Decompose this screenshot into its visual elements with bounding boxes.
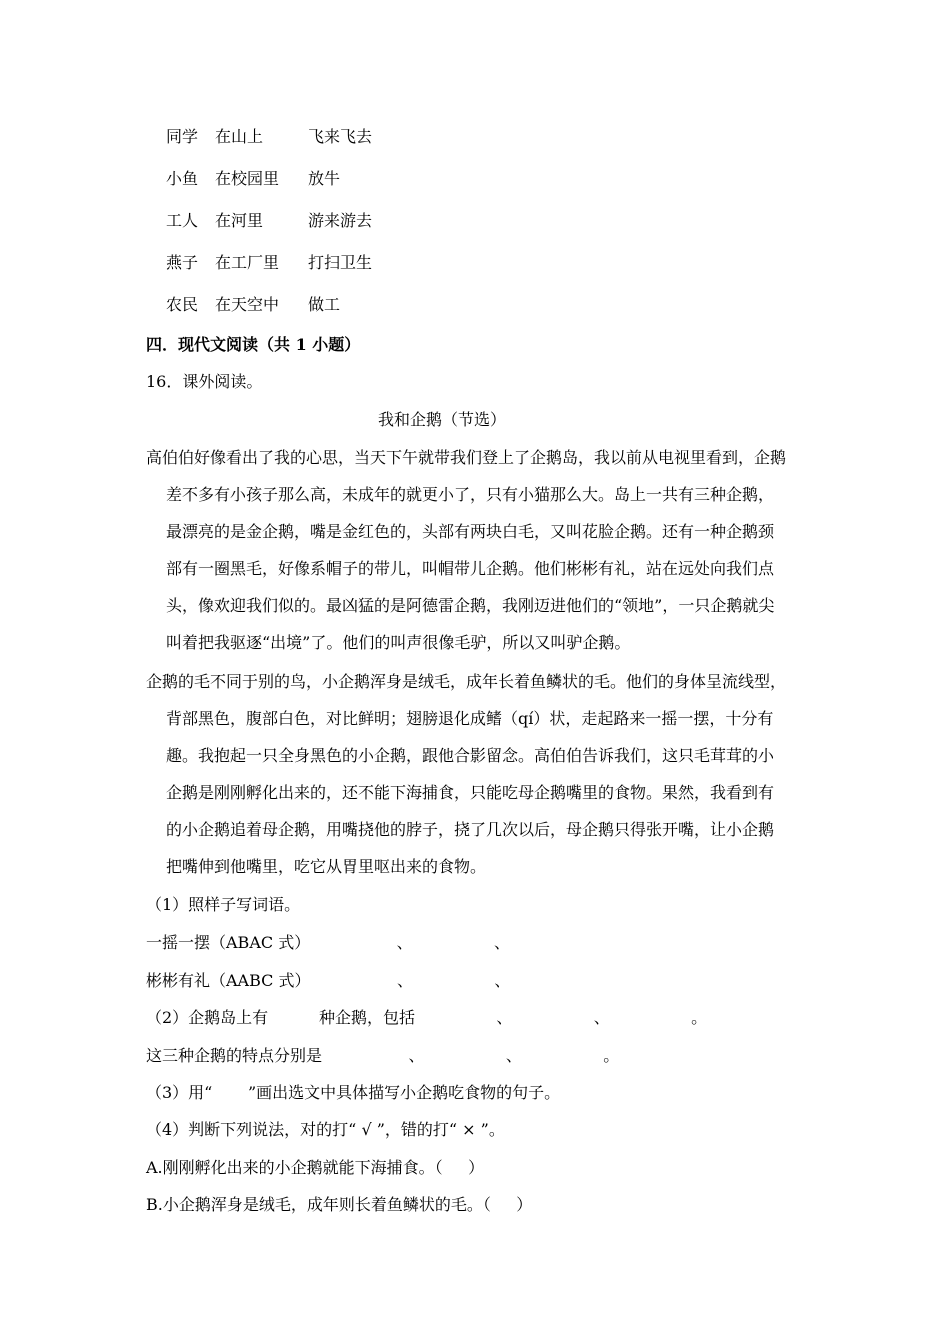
match-left-3: 工人	[166, 211, 199, 230]
match-mid-2: 在校园里	[215, 169, 280, 188]
match-right-2: 放牛	[308, 169, 341, 188]
match-left-1: 同学	[166, 127, 199, 146]
para2-line-6: 把嘴伸到他嘴里，吃它从胃里呕出来的食物。	[166, 857, 487, 876]
passage-title: 我和企鹅（节选）	[378, 410, 507, 429]
para2-line-1: 企鹅的毛不同于别的鸟，小企鹅浑身是绒毛，成年长着鱼鳞状的毛。他们的身体呈流线型，	[146, 672, 787, 691]
match-mid-4: 在工厂里	[215, 253, 280, 272]
match-right-1: 飞来飞去	[308, 127, 373, 146]
match-mid-3: 在河里	[215, 211, 264, 230]
match-left-4: 燕子	[166, 253, 199, 272]
q4-prompt: （4）判断下列说法，对的打“ √ ”，错的打“ × ”。	[146, 1120, 505, 1139]
para1-line-2: 差不多有小孩子那么高，未成年的就更小了，只有小猫那么大。岛上一共有三种企鹅，	[166, 485, 775, 504]
q1-aabc: 彬彬有礼（AABC 式） 、 、	[146, 971, 511, 990]
para1-line-4: 部有一圈黑毛，好像系帽子的带儿，叫帽带儿企鹅。他们彬彬有礼，站在远处向我们点	[166, 559, 775, 578]
q4-statement-a: A.刚刚孵化出来的小企鹅就能下海捕食。（ ）	[146, 1158, 485, 1177]
para1-line-6: 叫着把我驱逐“出境”了。他们的叫声很像毛驴，所以又叫驴企鹅。	[166, 633, 631, 652]
match-mid-1: 在山上	[215, 127, 264, 146]
match-left-5: 农民	[166, 295, 199, 314]
q2-features: 这三种企鹅的特点分别是 、 、 。	[146, 1046, 620, 1065]
question-16: 16．课外阅读。	[146, 372, 263, 391]
match-right-4: 打扫卫生	[308, 253, 373, 272]
q2-prompt: （2）企鹅岛上有 种企鹅，包括 、 、 。	[146, 1008, 708, 1027]
q3-prompt: （3）用“ ”画出选文中具体描写小企鹅吃食物的句子。	[146, 1083, 561, 1102]
match-right-5: 做工	[308, 295, 341, 314]
para2-line-2: 背部黑色，腹部白色，对比鲜明；翅膀退化成鳍（qí）状，走起路来一摇一摆，十分有	[166, 709, 774, 728]
match-mid-5: 在天空中	[215, 295, 280, 314]
para2-line-5: 的小企鹅追着母企鹅，用嘴挠他的脖子，挠了几次以后，母企鹅只得张开嘴，让小企鹅	[166, 820, 775, 839]
q1-prompt: （1）照样子写词语。	[146, 895, 301, 914]
q4-statement-b: B.小企鹅浑身是绒毛，成年则长着鱼鳞状的毛。（ ）	[146, 1195, 533, 1214]
q1-abac: 一摇一摆（ABAC 式） 、 、	[146, 933, 511, 952]
match-left-2: 小鱼	[166, 169, 199, 188]
para1-line-1: 高伯伯好像看出了我的心思，当天下午就带我们登上了企鹅岛，我以前从电视里看到，企鹅	[146, 448, 787, 467]
match-right-3: 游来游去	[308, 211, 373, 230]
para1-line-5: 头，像欢迎我们似的。最凶猛的是阿德雷企鹅，我刚迈进他们的“领地”，一只企鹅就尖	[166, 596, 775, 615]
para1-line-3: 最漂亮的是金企鹅，嘴是金红色的，头部有两块白毛，又叫花脸企鹅。还有一种企鹅颈	[166, 522, 775, 541]
para2-line-3: 趣。我抱起一只全身黑色的小企鹅，跟他合影留念。高伯伯告诉我们，这只毛茸茸的小	[166, 746, 775, 765]
para2-line-4: 企鹅是刚刚孵化出来的，还不能下海捕食，只能吃母企鹅嘴里的食物。果然，我看到有	[166, 783, 775, 802]
section-heading: 四．现代文阅读（共 1 小题）	[146, 335, 361, 354]
